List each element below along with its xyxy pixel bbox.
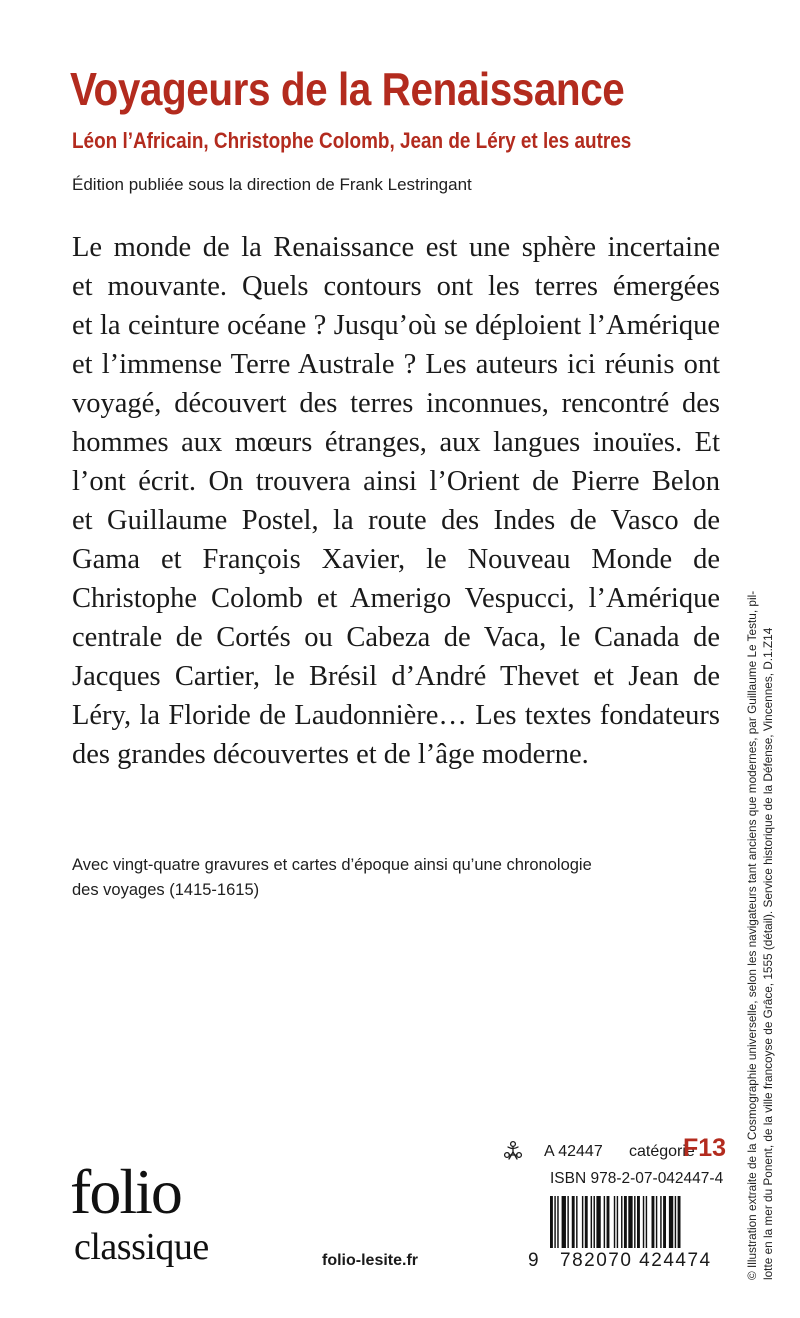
barcode-bar [576,1196,577,1248]
website-link[interactable]: folio-lesite.fr [322,1252,419,1269]
barcode-bar [675,1196,676,1248]
blurb-line: voyagé, découvert des terres inconnues, rencontré des [72,388,720,419]
barcode-bar [628,1196,632,1248]
barcode-bar [678,1196,681,1248]
barcode-bar [643,1196,644,1248]
isbn: ISBN 978-2-07-042447-4 [550,1170,724,1187]
barcode-bar [652,1196,655,1248]
barcode-bar [637,1196,640,1248]
blurb-line: et Guillaume Postel, la route des Indes de Vasco de [72,505,720,536]
blurb-line: Le monde de la Renaissance est une sphère incertaine [72,232,720,263]
barcode-bar [621,1196,622,1248]
blurb-line: Christophe Colomb et Amerigo Vespucci, l’Amérique [72,583,720,614]
blurb-line: et mouvante. Quels contours ont les terres émergées [72,271,720,302]
barcode-bar [624,1196,627,1248]
barcode-bar [562,1196,566,1248]
credit-line: lotte en la mer du Ponent, de la ville francoyse de Grâce, 1555 (détail). Service historique de la Défense, Vincennes, D.1.Z14 [761,627,775,1280]
barcode-bar [594,1196,595,1248]
edition-credit: Édition publiée sous la direction de Frank Lestringant [72,175,472,194]
category-value: F13 [683,1134,727,1162]
barcode-bar [634,1196,635,1248]
blurb-line: centrale de Cortés ou Cabeza de Vaca, le Canada de [72,622,720,653]
blurb-line: et l’immense Terre Australe ? Les auteurs ici réunis ont [72,349,720,380]
barcode-bar [557,1196,558,1248]
barcode-bars [550,1196,724,1248]
blurb-line: Léry, la Floride de Laudonnière… Les textes fondateurs [72,700,720,731]
logo-word-classique: classique [74,1226,209,1268]
blurb-text [72,228,720,774]
barcode-first-digit: 9 [528,1250,541,1271]
blurb-line: des grandes découvertes et de l’âge moderne. [72,739,589,770]
illustration-credit [744,500,776,1280]
barcode-bar [646,1196,647,1248]
blurb-line: Gama et François Xavier, le Nouveau Monde de [72,544,720,575]
note-line: des voyages (1415-1615) [72,881,260,899]
barcode-bar [567,1196,568,1248]
note-line: Avec vingt-quatre gravures et cartes d’époque ainsi qu’une chronologie [72,856,592,874]
barcode-bar [554,1196,555,1248]
barcode-bar [550,1196,553,1248]
book-title: Voyageurs de la Renaissance [70,63,625,115]
credit-line: © Illustration extraite de la Cosmographie universelle, selon les navigateurs tant anciens que modernes, par Guillaume Le Testu, pil- [745,590,759,1280]
barcode-bar [604,1196,605,1248]
folio-classique-logo [70,1156,250,1280]
barcode-bar [585,1196,588,1248]
blurb-line: Jacques Cartier, le Brésil d’André Thevet et Jean de [72,661,720,692]
barcode-bar [596,1196,600,1248]
blurb-line: l’ont écrit. On trouvera ainsi l’Orient de Pierre Belon [72,466,720,497]
barcode-digits [528,1250,724,1272]
barcode-bar [591,1196,592,1248]
barcode-bar [614,1196,615,1248]
barcode-bar [656,1196,657,1248]
barcode-bar [617,1196,618,1248]
category-label: catégorie [629,1143,695,1160]
blurb-line: hommes aux mœurs étranges, aux langues inouïes. Et [72,427,720,458]
catalog-code: A 42447 [544,1143,603,1160]
barcode-bar [582,1196,583,1248]
barcode-bar [660,1196,661,1248]
barcode-bar [572,1196,575,1248]
barcode [528,1196,724,1276]
blurb-line: et la ceinture océane ? Jusqu’où se déploient l’Amérique [72,310,720,341]
barcode-bar [663,1196,666,1248]
barcode-digit-groups: 782070 424474 [560,1250,712,1271]
book-subtitle: Léon l’Africain, Christophe Colomb, Jean de Léry et les autres [72,128,632,153]
logo-word-folio: folio [70,1156,181,1227]
barcode-bar [669,1196,673,1248]
barcode-bar [607,1196,610,1248]
illustrations-note [72,853,712,903]
gallimard-emblem-icon [502,1140,524,1162]
